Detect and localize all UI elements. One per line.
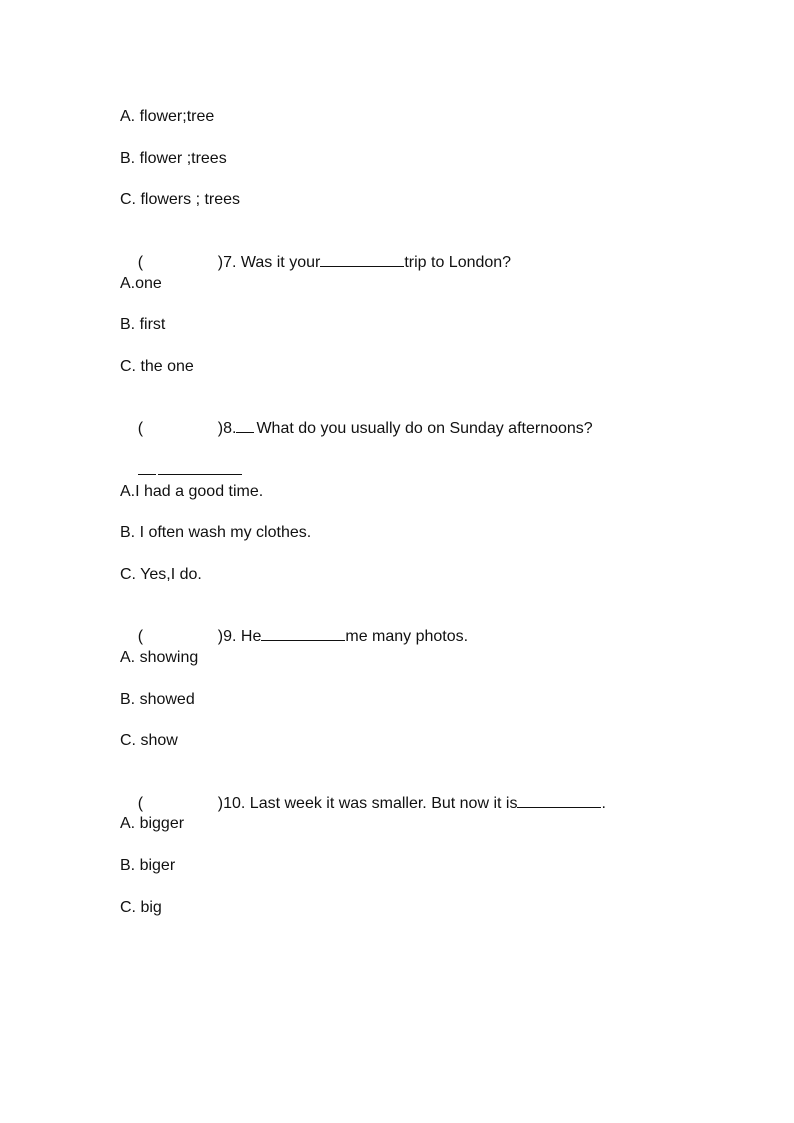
q8-answer-paren: ( xyxy=(137,420,144,437)
q7-option-a: A.one xyxy=(120,275,162,292)
q7-option-b: B. first xyxy=(120,316,166,333)
q10-stem-end: . xyxy=(601,795,606,812)
q9-stem-end: me many photos. xyxy=(345,628,469,645)
q10-option-b: B. biger xyxy=(120,857,176,874)
q8-option-a: A.I had a good time. xyxy=(120,483,264,500)
q9-option-b: B. showed xyxy=(120,691,195,708)
q8-question-text: What do you usually do on Sunday afternoons? xyxy=(256,420,593,437)
q9-blank xyxy=(261,626,345,641)
q9-option-c: C. show xyxy=(120,732,178,749)
q9-answer-paren: ( xyxy=(137,628,144,645)
q7-option-c: C. the one xyxy=(120,358,194,375)
q10-option-c: C. big xyxy=(120,899,162,916)
q10-answer-paren: ( xyxy=(137,795,144,812)
q9-option-a: A. showing xyxy=(120,649,199,666)
q8-response-dash xyxy=(138,466,156,475)
q8-stem: )8. xyxy=(217,420,237,437)
q7-stem-start: )7. Was it your xyxy=(217,254,321,271)
q8-option-b: B. I often wash my clothes. xyxy=(120,524,312,541)
q7-question xyxy=(120,232,511,293)
q6-option-b: B. flower ;trees xyxy=(120,150,227,167)
q9-stem-start: )9. He xyxy=(217,628,262,645)
q10-stem-start: )10. Last week it was smaller. But now it is xyxy=(217,795,518,812)
q8-option-c: C. Yes,I do. xyxy=(120,566,202,583)
q10-blank xyxy=(517,793,601,808)
q7-stem-end: trip to London? xyxy=(404,254,512,271)
q7-blank xyxy=(320,252,404,267)
q8-blank xyxy=(158,460,242,475)
q6-option-a: A. flower;tree xyxy=(120,108,215,125)
q10-option-a: A. bigger xyxy=(120,815,185,832)
q8-question-dash xyxy=(236,424,254,433)
q7-answer-paren: ( xyxy=(137,254,144,271)
q10-question xyxy=(120,773,606,834)
q6-option-c: C. flowers ; trees xyxy=(120,191,241,208)
